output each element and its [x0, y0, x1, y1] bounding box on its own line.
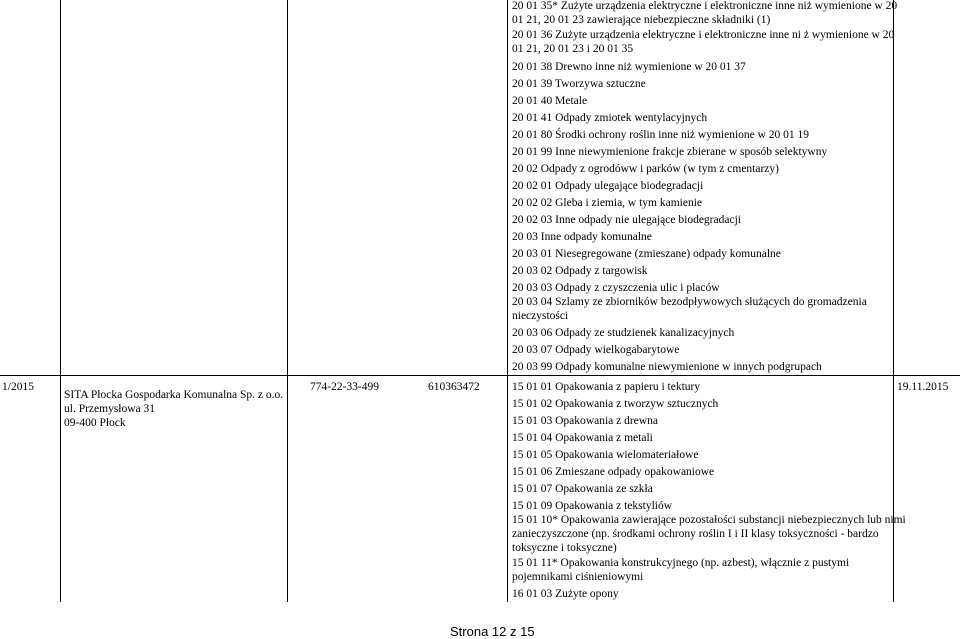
entry-date: 19.11.2015 — [897, 381, 949, 393]
company-street: ul. Przemysłowa 31 — [64, 403, 156, 415]
waste-code-line: 20 03 06 Odpady ze studzienek kanalizacyjnych — [512, 327, 735, 339]
col-divider-1 — [60, 0, 61, 602]
waste-code-line: 15 01 06 Zmieszane odpady opakowaniowe — [512, 466, 715, 478]
waste-code-line: 15 01 04 Opakowania z metali — [512, 432, 653, 444]
waste-code-line: 20 02 03 Inne odpady nie ulegające biodegradacji — [512, 214, 741, 226]
waste-code-line: 20 03 07 Odpady wielkogabarytowe — [512, 344, 680, 356]
waste-code-line: 20 01 39 Tworzywa sztuczne — [512, 78, 646, 90]
row-divider — [0, 375, 960, 376]
waste-code-line: 15 01 03 Opakowania z drewna — [512, 415, 658, 427]
waste-code-line: 15 01 09 Opakowania z tekstyliów — [512, 500, 673, 512]
waste-code-line: 20 01 40 Metale — [512, 95, 588, 107]
waste-code-line: toksyczne i toksyczne) — [512, 542, 617, 554]
col-divider-3 — [507, 0, 508, 602]
waste-code-line: 15 01 10* Opakowania zawierające pozostałości substancji niebezpiecznych lub nimi — [512, 514, 906, 526]
company-city: 09-400 Płock — [64, 417, 126, 429]
waste-code-line: 20 01 35* Zużyte urządzenia elektryczne i elektroniczne inne niż wymienione w 20 — [512, 0, 898, 12]
waste-code-line: 20 03 04 Szlamy ze zbiorników bezodpływowych służących do gromadzenia — [512, 296, 867, 308]
waste-code-line: zanieczyszczone (np. środkami ochrony roślin I i II klasy toksyczności - bardzo — [512, 528, 879, 540]
nip-number: 774-22-33-499 — [310, 381, 379, 393]
page-number: Strona 12 z 15 — [450, 624, 535, 639]
waste-code-line: 20 01 80 Środki ochrony roślin inne niż wymienione w 20 01 19 — [512, 129, 810, 141]
waste-code-line: 20 01 36 Zużyte urządzenia elektryczne i elektroniczne inne ni ż wymienione w 20 — [512, 29, 895, 41]
waste-code-line: 15 01 11* Opakowania konstrukcyjnego (np. azbest), włącznie z pustymi — [512, 557, 850, 569]
waste-code-line: pojemnikami ciśnieniowymi — [512, 571, 644, 583]
waste-code-line: 20 02 Odpady z ogrodóww i parków (w tym z cmentarzy) — [512, 163, 779, 175]
waste-code-line: 20 03 99 Odpady komunalne niewymienione w innych podgrupach — [512, 361, 822, 373]
waste-code-line: 15 01 02 Opakowania z tworzyw sztucznych — [512, 398, 719, 410]
waste-code-line: 20 03 02 Odpady z targowisk — [512, 265, 648, 277]
waste-code-line: 15 01 07 Opakowania ze szkła — [512, 483, 653, 495]
waste-code-line: 20 01 41 Odpady zmiotek wentylacyjnych — [512, 112, 708, 124]
waste-code-line: 15 01 05 Opakowania wielomateriałowe — [512, 449, 699, 461]
waste-code-line: 20 01 38 Drewno inne niż wymienione w 20 01 37 — [512, 61, 746, 73]
company-name: SITA Płocka Gospodarka Komunalna Sp. z o.o. — [64, 389, 284, 401]
entry-number: 1/2015 — [2, 381, 34, 393]
waste-code-line: 20 02 02 Gleba i ziemia, w tym kamienie — [512, 197, 703, 209]
regon-number: 610363472 — [428, 381, 480, 393]
waste-code-line: 20 03 03 Odpady z czyszczenia ulic i placów — [512, 282, 720, 294]
col-divider-2 — [287, 0, 288, 602]
col-divider-4 — [893, 0, 894, 602]
waste-code-line: 16 01 03 Zużyte opony — [512, 588, 619, 600]
waste-code-line: 01 21, 20 01 23 zawierające niebezpieczne składniki (1) — [512, 14, 771, 26]
waste-code-line: 20 02 01 Odpady ulegające biodegradacji — [512, 180, 704, 192]
waste-code-line: 20 01 99 Inne niewymienione frakcje zbierane w sposób selektywny — [512, 146, 828, 158]
waste-code-line: 20 03 Inne odpady komunalne — [512, 231, 652, 243]
waste-code-line: 15 01 01 Opakowania z papieru i tektury — [512, 381, 701, 393]
waste-code-line: 20 03 01 Niesegregowane (zmieszane) odpady komunalne — [512, 248, 781, 260]
waste-code-line: 01 21, 20 01 23 i 20 01 35 — [512, 43, 634, 55]
waste-code-line: nieczystości — [512, 310, 569, 322]
